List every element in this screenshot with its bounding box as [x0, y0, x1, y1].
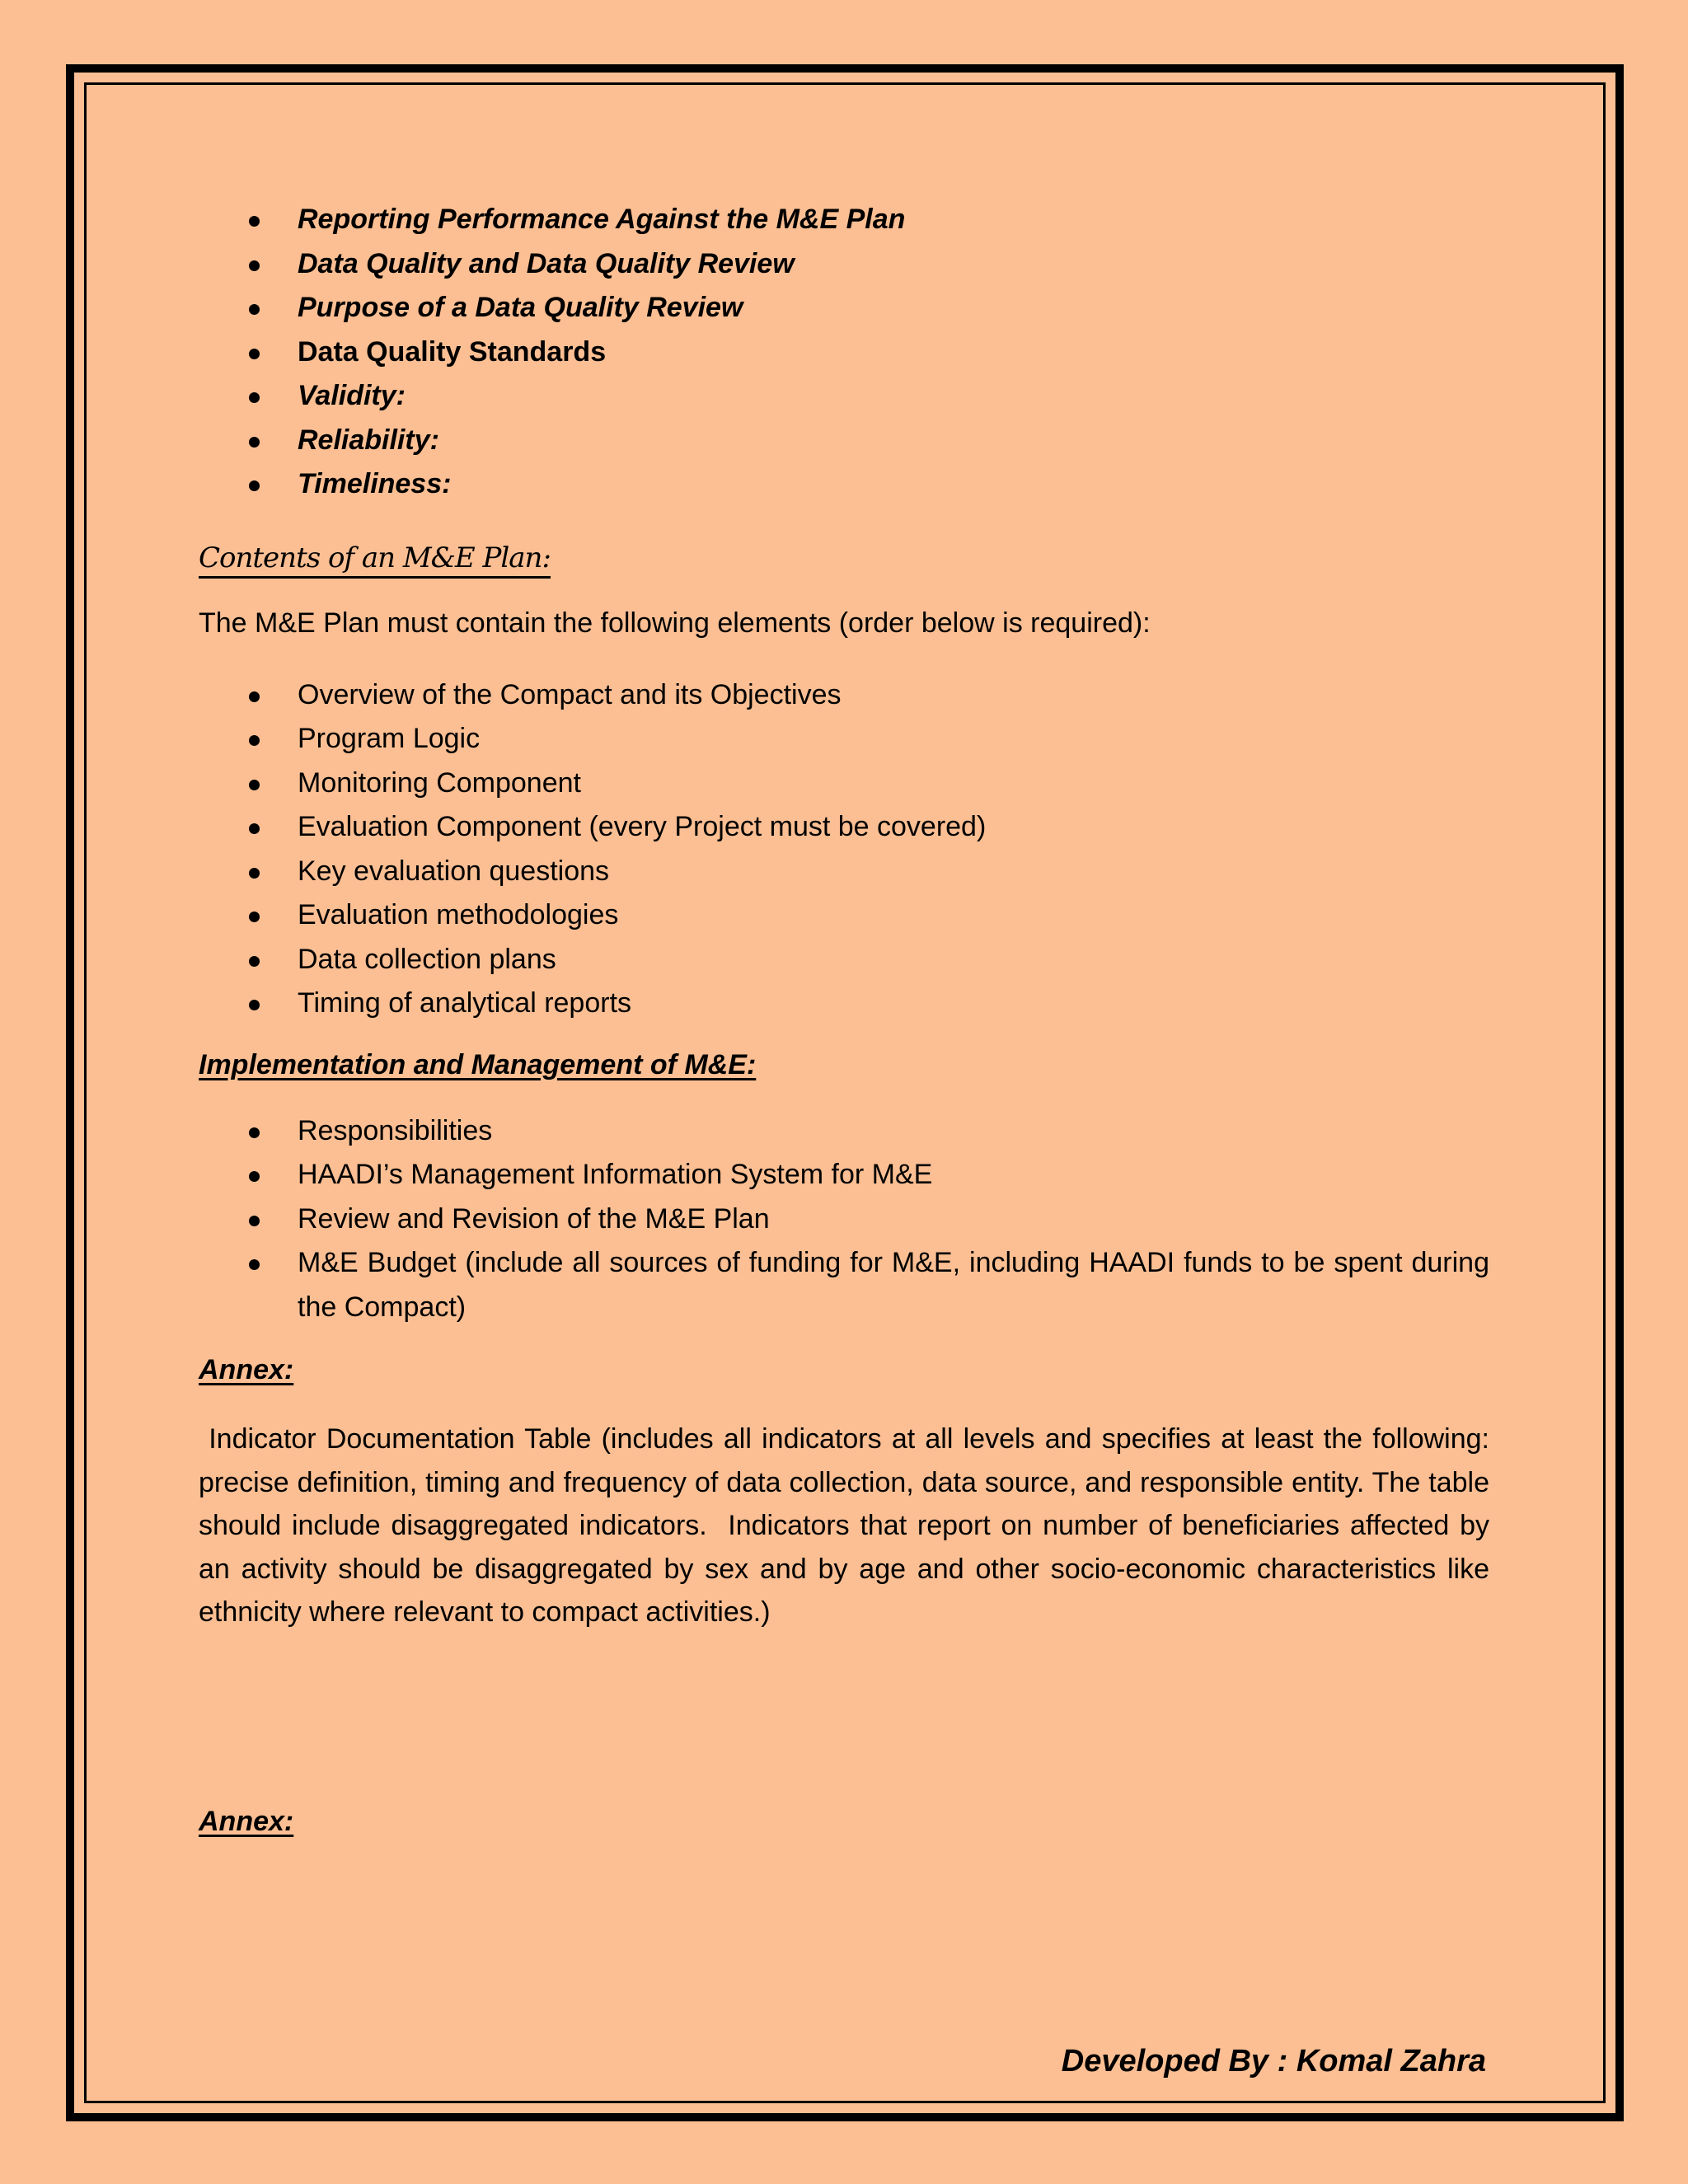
- list-item: Purpose of a Data Quality Review: [199, 286, 1489, 330]
- list-item: M&E Budget (include all sources of funding for M&E, including HAADI funds to be spent during the Compact): [199, 1241, 1489, 1329]
- list-item: Timeliness:: [199, 462, 1489, 507]
- list-item: Monitoring Component: [199, 762, 1489, 806]
- list-item: Review and Revision of the M&E Plan: [199, 1197, 1489, 1242]
- topics-list: [199, 198, 1489, 507]
- implementation-list: [199, 1109, 1489, 1330]
- list-item: Data Quality and Data Quality Review: [199, 242, 1489, 287]
- contents-list: [199, 673, 1489, 1026]
- list-item: Timing of analytical reports: [199, 982, 1489, 1026]
- annex-heading-2: Annex:: [199, 1805, 294, 1837]
- contents-heading: Contents of an M&E Plan:: [199, 541, 551, 579]
- list-item: HAADI’s Management Information System for M&E: [199, 1153, 1489, 1197]
- list-item: Data collection plans: [199, 938, 1489, 982]
- list-item: Evaluation Component (every Project must be covered): [199, 805, 1489, 850]
- list-item: Evaluation methodologies: [199, 893, 1489, 938]
- list-item: Data Quality Standards: [199, 330, 1489, 375]
- list-item: Validity:: [199, 374, 1489, 419]
- annex-heading: Annex:: [199, 1354, 294, 1385]
- annex-paragraph: Indicator Documentation Table (includes all indicators at all levels and specifies at least the following: precise definition, timing and frequency of data collection, data source, and responsible entity. The table should include disaggregated indicators. Indicators that report on number of beneficiaries affected by an activity should be disaggregated by sex and by age and other socio-economic characteristics like ethnicity where relevant to compact activities.): [199, 1423, 1498, 1628]
- list-item: Reporting Performance Against the M&E Plan: [199, 198, 1489, 242]
- list-item: Key evaluation questions: [199, 850, 1489, 894]
- list-item: Overview of the Compact and its Objectives: [199, 673, 1489, 718]
- contents-intro: The M&E Plan must contain the following elements (order below is required):: [199, 607, 1151, 639]
- list-item: Responsibilities: [199, 1109, 1489, 1154]
- list-item: Reliability:: [199, 419, 1489, 463]
- list-item: Program Logic: [199, 717, 1489, 762]
- page-content: [199, 198, 1498, 1838]
- footer-credit: Developed By : Komal Zahra: [1061, 2044, 1486, 2079]
- implementation-heading: Implementation and Management of M&E:: [199, 1048, 757, 1080]
